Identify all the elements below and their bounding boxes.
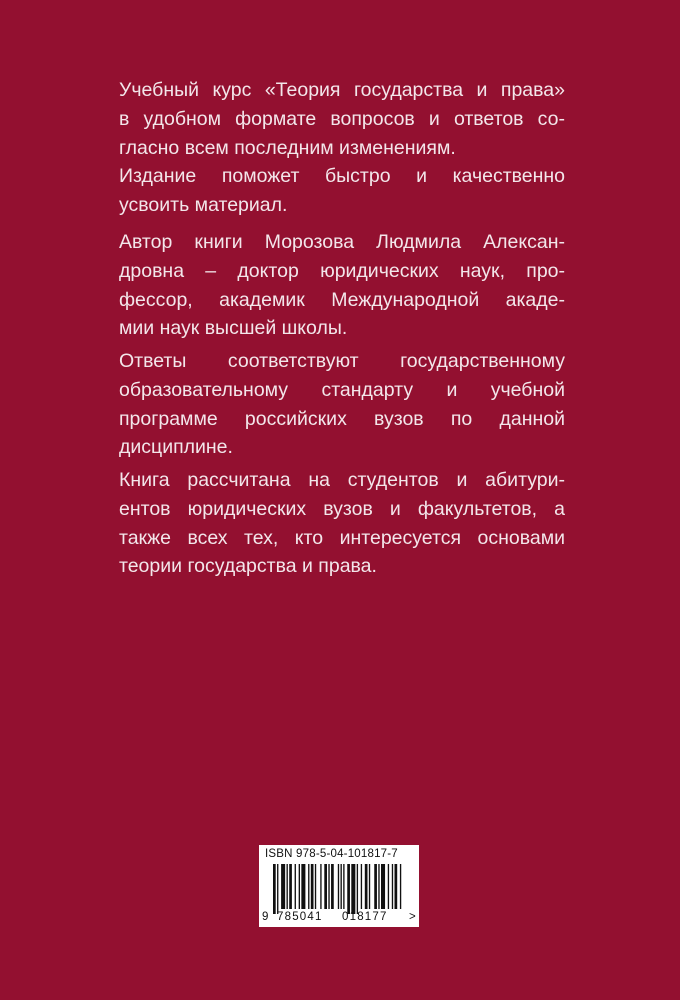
blurb-paragraph-audience [119, 466, 565, 581]
barcode-bar [361, 864, 362, 909]
text-line: дисциплине. [119, 436, 233, 459]
text-line: Издание поможет быстро и качественно [119, 165, 565, 188]
text-line: фессор, академик Международной акаде- [119, 288, 565, 311]
barcode-bar [369, 864, 370, 909]
text-line: Ответы соответствуют государственному [119, 350, 565, 372]
barcode-bar [311, 864, 314, 909]
text-line: Учебный курс «Теория государства и права» [119, 79, 565, 101]
barcode-bar [374, 864, 377, 909]
text-line: Книга рассчитана на студентов и абитури- [119, 469, 565, 491]
isbn-barcode [259, 845, 419, 927]
barcode-bar [341, 864, 342, 909]
text-line: в удобном формате вопросов и ответов со- [119, 107, 565, 130]
barcode-bar [281, 864, 285, 909]
text-line: также всех тех, кто интересуется основами [119, 526, 565, 549]
barcode-bar [295, 864, 296, 909]
barcode-bar [320, 864, 321, 909]
barcode-bar [365, 864, 368, 909]
text-line: ентов юридических вузов и факультетов, а [119, 497, 565, 520]
barcode-bar [324, 864, 327, 909]
barcode-bar [277, 864, 278, 914]
barcode-bar [388, 864, 389, 909]
text-line: усвоить материал. [119, 194, 288, 217]
barcode-bar [289, 864, 292, 909]
barcode-bar [328, 864, 329, 909]
text-line: дровна – доктор юридических наук, про- [119, 259, 565, 282]
text-line: гласно всем последним изменениям. [119, 136, 456, 159]
barcode-quiet-zone-marker: > [409, 911, 416, 923]
barcode-bar [351, 864, 355, 914]
text-line: теории государства и права. [119, 555, 377, 578]
blurb-paragraph-course [119, 76, 565, 220]
barcode-bar [395, 864, 398, 909]
barcode-bar [343, 864, 344, 909]
text-line: мии наук высшей школы. [119, 317, 348, 340]
barcode-bar [301, 864, 305, 909]
barcode-lead-digit: 9 [262, 911, 269, 923]
barcode-digit-group-right: 018177 [342, 911, 388, 923]
barcode-bar [308, 864, 309, 909]
barcode-bars [273, 864, 403, 914]
isbn-label: ISBN 978-5-04-101817-7 [265, 848, 398, 860]
barcode-digit-group-left: 785041 [277, 911, 323, 923]
text-line: Автор книги Морозова Людмила Алексан- [119, 231, 565, 253]
barcode-bar [347, 864, 350, 914]
barcode-bar [381, 864, 385, 909]
barcode-bar [378, 864, 379, 909]
text-line: образовательному стандарту и учебной [119, 378, 565, 401]
barcode-bar [338, 864, 339, 909]
barcode-bar [357, 864, 358, 914]
blurb-paragraph-author [119, 228, 565, 343]
barcode-bar [299, 864, 300, 909]
barcode-bar [287, 864, 288, 909]
blurb-paragraph-standards [119, 347, 565, 462]
barcode-bar [331, 864, 334, 909]
text-line: программе российских вузов по данной [119, 407, 565, 430]
barcode-bar [315, 864, 316, 909]
barcode-bar [400, 864, 401, 909]
barcode-bar [392, 864, 393, 909]
barcode-bar [273, 864, 276, 914]
